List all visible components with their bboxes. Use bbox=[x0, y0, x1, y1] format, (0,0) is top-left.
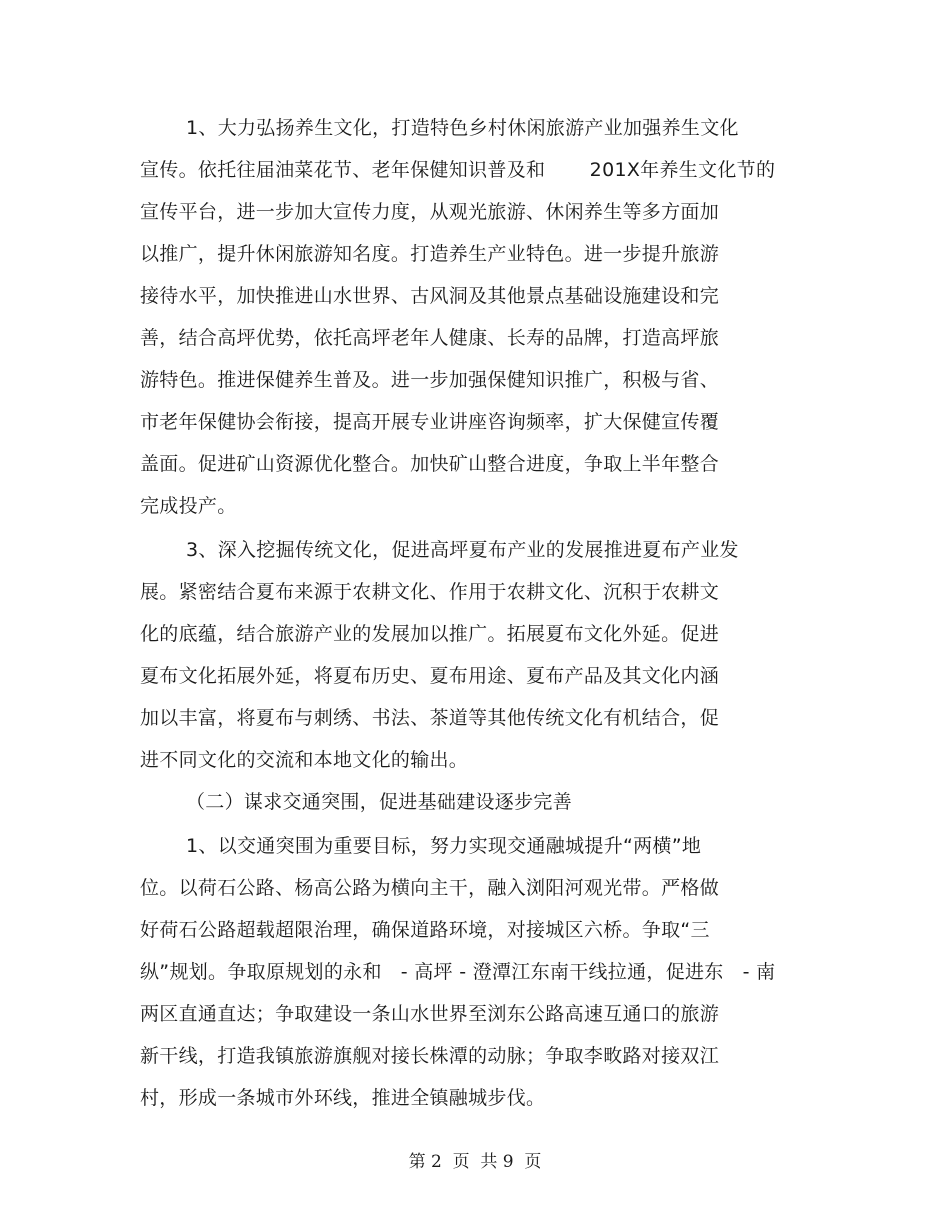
text-line: 纵”规划。争取原规划的永和 - 高坪 - 澄潭江东南干线拉通，促进东 - 南 bbox=[140, 961, 776, 983]
text-line: 好荷石公路超载超限治理，确保道路环境，对接城区六桥。争取“三 bbox=[140, 919, 710, 941]
text-line: 市老年保健协会衔接，提高开展专业讲座咨询频率，扩大保健宣传覆 bbox=[140, 411, 720, 433]
text-line: 以推广，提升休闲旅游知名度。打造养生产业特色。进一步提升旅游 bbox=[140, 243, 720, 265]
text-line: 1、大力弘扬养生文化，打造特色乡村休闲旅游产业加强养生文化 bbox=[186, 117, 739, 139]
text-line: 完成投产。 bbox=[140, 495, 237, 517]
text-line: 1、以交通突围为重要目标，努力实现交通融城提升“两横”地 bbox=[186, 835, 702, 857]
text-line: 夏布文化拓展外延，将夏布历史、夏布用途、夏布产品及其文化内涵 bbox=[140, 665, 720, 687]
text-line: 游特色。推进保健养生普及。进一步加强保健知识推广，积极与省、 bbox=[140, 369, 720, 391]
text-line: 化的底蕴，结合旅游产业的发展加以推广。拓展夏布文化外延。促进 bbox=[140, 623, 720, 645]
text-line: 宣传。依托往届油菜花节、老年保健知识普及和 201X年养生文化节的 bbox=[140, 159, 776, 181]
text-line: 位。以荷石公路、杨高公路为横向主干，融入浏阳河观光带。严格做 bbox=[140, 877, 720, 899]
section-heading: （二）谋求交通突围，促进基础建设逐步完善 bbox=[186, 791, 573, 813]
text-line: 新干线，打造我镇旅游旗舰对接长株潭的动脉；争取李畋路对接双江 bbox=[140, 1045, 720, 1067]
text-line: 善，结合高坪优势，依托高坪老年人健康、长寿的品牌，打造高坪旅 bbox=[140, 327, 720, 349]
text-line: 村，形成一条城市外环线，推进全镇融城步伐。 bbox=[140, 1087, 546, 1109]
text-line: 进不同文化的交流和本地文化的输出。 bbox=[140, 749, 469, 771]
text-line: 加以丰富，将夏布与刺绣、书法、茶道等其他传统文化有机结合，促 bbox=[140, 707, 720, 729]
text-line: 接待水平，加快推进山水世界、古风洞及其他景点基础设施建设和完 bbox=[140, 285, 720, 307]
page-footer: 第 2 页 共 9 页 bbox=[408, 1152, 542, 1172]
text-line: 3、深入挖掘传统文化，促进高坪夏布产业的发展推进夏布产业发 bbox=[186, 539, 739, 561]
text-line: 两区直通直达；争取建设一条山水世界至浏东公路高速互通口的旅游 bbox=[140, 1003, 720, 1025]
text-line: 展。紧密结合夏布来源于农耕文化、作用于农耕文化、沉积于农耕文 bbox=[140, 581, 720, 603]
text-line: 盖面。促进矿山资源优化整合。加快矿山整合进度，争取上半年整合 bbox=[140, 453, 720, 475]
text-line: 宣传平台，进一步加大宣传力度，从观光旅游、休闲养生等多方面加 bbox=[140, 201, 720, 223]
